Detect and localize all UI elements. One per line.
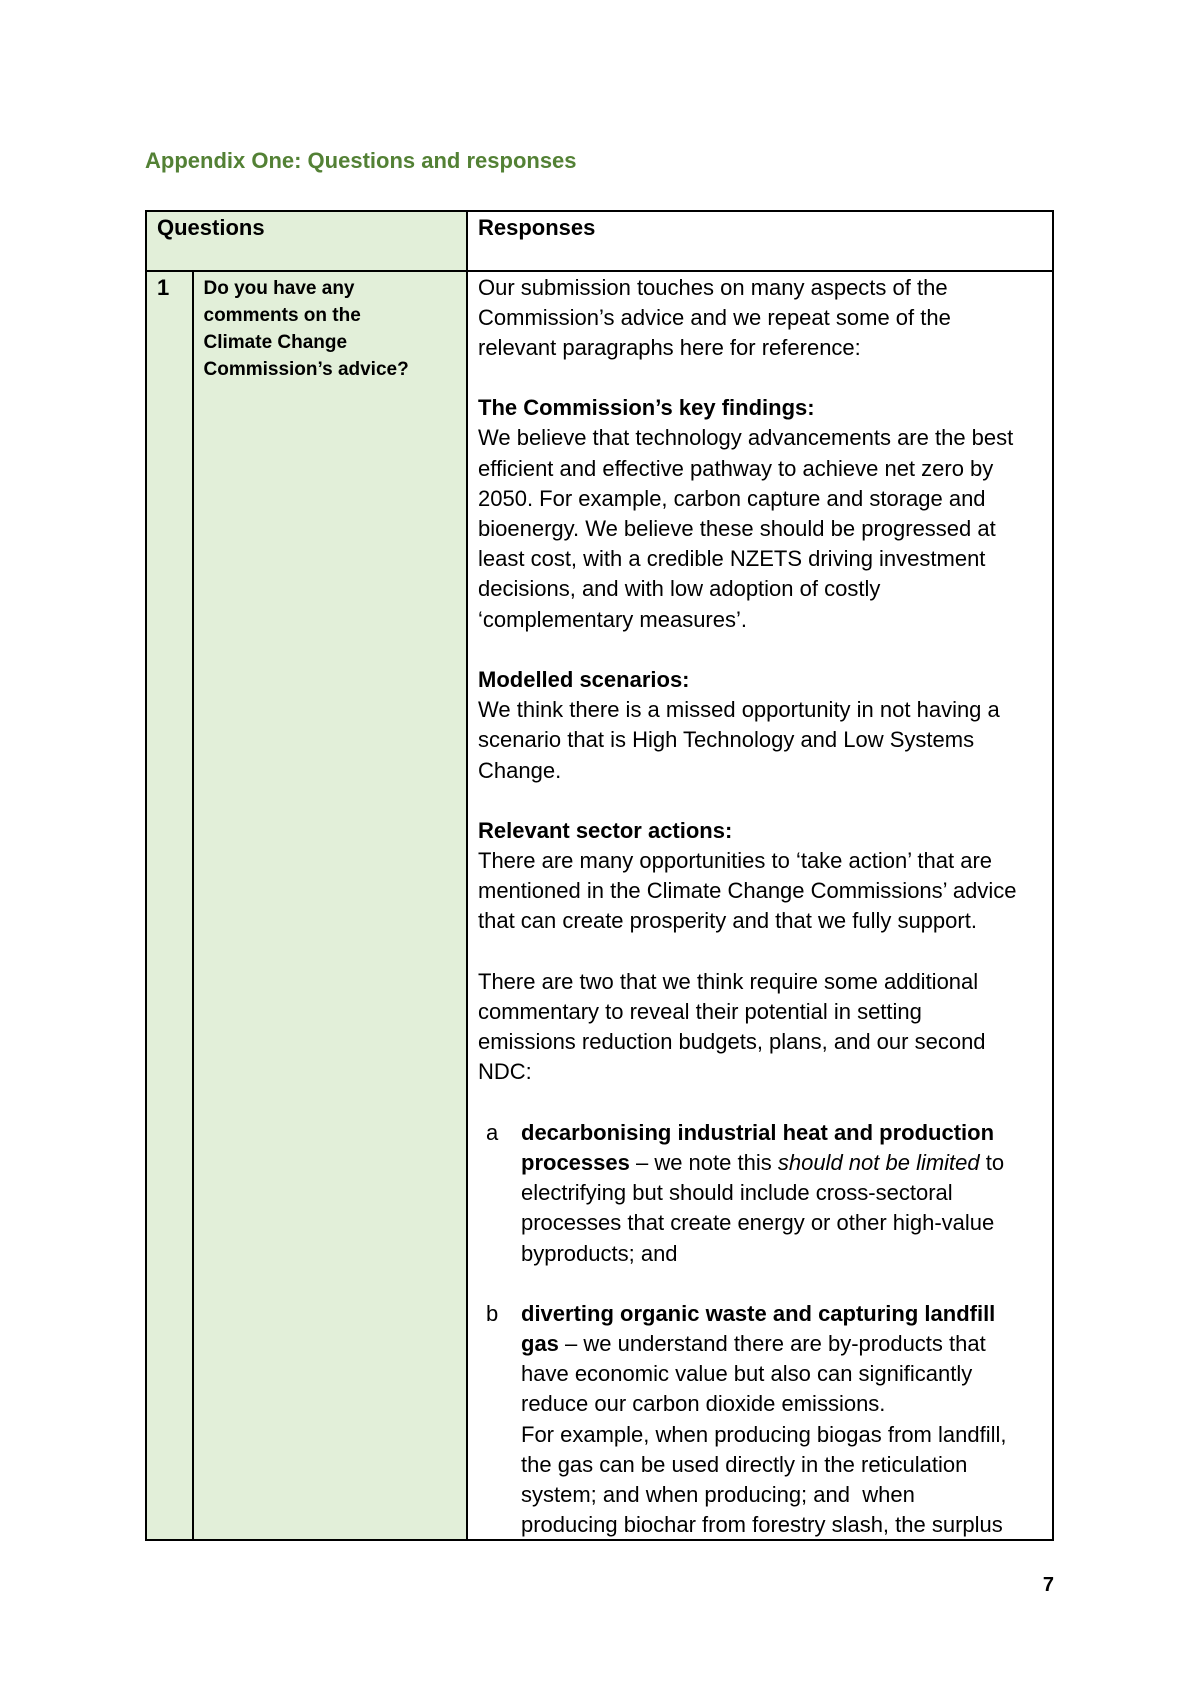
header-row-divider [147,270,1052,272]
list-item-text: – we understand there are by-products that [558,1331,986,1357]
list-item-line: electrifying but should include cross-sectoral [521,1180,953,1206]
list-item-line: producing biochar from forestry slash, the surplus [521,1512,1003,1538]
response-text-line: bioenergy. We believe these should be progressed at [478,516,996,541]
response-text-line: We think there is a missed opportunity in not having a [478,697,1000,723]
response-text-line: scenario that is High Technology and Low Systems [478,727,975,753]
page-number: 7 [1042,1574,1054,1596]
response-section-key-findings [478,393,1052,635]
questions-responses-table [145,210,1054,1541]
response-text-line: emissions reduction budgets, plans, and our second [478,1029,986,1055]
response-text-line: Our submission touches on many aspects of the [478,274,948,300]
list-item-line [521,1329,1052,1359]
list-item-lead-text: gas [521,1331,559,1357]
question-number-cell [147,272,192,1540]
question-text-line: Climate Change [203,331,348,353]
appendix-heading: Appendix One: Questions and responses [145,148,577,173]
response-cell [468,272,1052,1540]
questions-header-cell [147,212,466,270]
response-text-line: that can create prosperity and that we fully support. [478,908,977,934]
response-text-line: mentioned in the Climate Change Commissions’ advice [478,878,1017,904]
section-title: Modelled scenarios: [478,666,690,692]
list-item-b [478,1299,1052,1539]
number-column-divider [192,272,194,1540]
list-marker: b [486,1300,499,1326]
questions-column-header: Questions [157,215,265,240]
list-item-line: system; and when producing; and when [521,1482,915,1507]
list-item-text: – we note this [629,1149,778,1175]
response-section-sector-actions [478,816,1052,937]
list-marker: a [486,1119,499,1145]
response-text-line: least cost, with a credible NZETS driving investment [478,546,986,572]
list-item-line [521,1148,1052,1178]
question-text-line: comments on the [203,304,361,326]
response-text-line: 2050. For example, carbon capture and storage and [478,485,986,511]
question-text-line: Commission’s advice? [203,359,409,381]
list-item-text: to [979,1149,1005,1175]
response-text-line: relevant paragraphs here for reference: [478,334,861,360]
section-title: Relevant sector actions: [478,817,733,843]
response-text-line: There are two that we think require some additional [478,968,979,994]
response-section-modelled-scenarios [478,665,1052,786]
response-intro [478,273,1052,364]
response-text-line: Change. [478,757,562,783]
response-text-line: efficient and effective pathway to achieve net zero by [478,455,994,481]
list-item-line: reduce our carbon dioxide emissions. [521,1391,886,1417]
list-item-a [478,1118,1052,1269]
responses-column-header: Responses [478,215,596,240]
list-item-line: the gas can be used directly in the reticulation [521,1451,968,1477]
response-text-line: commentary to reveal their potential in setting [478,999,922,1024]
list-item-line: For example, when producing biogas from landfill, [521,1421,1007,1447]
response-text-line: There are many opportunities to ‘take action’ that are [478,848,993,874]
response-follow-up [478,967,1052,1088]
section-title: The Commission’s key findings: [478,395,815,421]
question-number: 1 [157,274,170,300]
response-text-line: We believe that technology advancements are the best [478,425,1014,451]
list-item-line: byproducts; and [521,1240,678,1266]
list-item-line: processes that create energy or other high-value [521,1210,995,1236]
list-item-lead-text: processes [521,1149,630,1175]
list-item-line: diverting organic waste and capturing landfill [521,1300,996,1326]
column-divider [466,212,468,1539]
responses-header-cell [468,212,1052,270]
question-cell [194,272,466,1540]
emphasis-text: should not be limited [777,1149,980,1175]
question-text-line: Do you have any [203,277,355,299]
response-text-line: NDC: [478,1059,532,1085]
response-list [478,1118,1052,1539]
list-item-line: have economic value but also can significantly [521,1361,973,1387]
response-text-line: decisions, and with low adoption of costly [478,576,881,602]
response-text-line: Commission’s advice and we repeat some of the [478,304,951,330]
response-text-line: ‘complementary measures’. [478,606,747,632]
list-item-line: decarbonising industrial heat and production [521,1119,995,1145]
